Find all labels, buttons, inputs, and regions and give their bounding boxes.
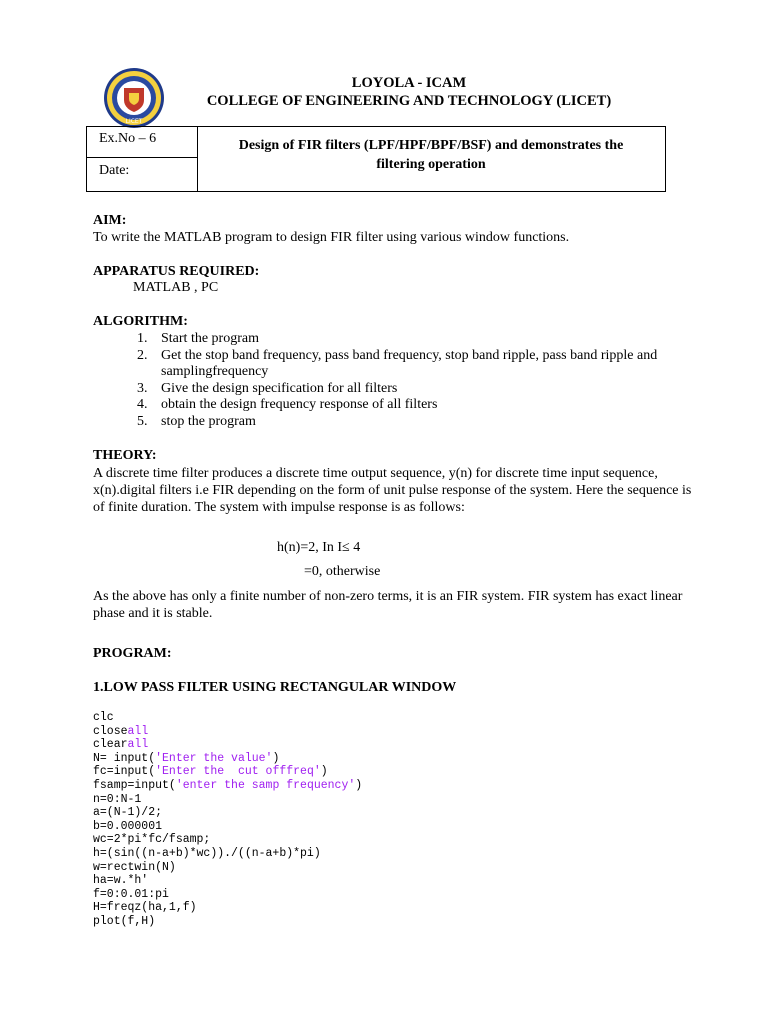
code-line: b=0.000001 <box>93 819 163 833</box>
aim-text: To write the MATLAB program to design FIR filter using various window functions. <box>93 230 570 245</box>
algorithm-step: 4. obtain the design frequency response of all filters <box>137 397 438 412</box>
experiment-number: Ex.No – 6 <box>99 131 157 146</box>
code-line: h=(sin((n-a+b)*wc))./((n-a+b)*pi) <box>93 846 321 860</box>
experiment-title <box>198 136 664 174</box>
theory-text2: As the above has only a finite number of non-zero terms, it is an FIR system. FIR system has exact linear phase and it is stable. <box>93 589 683 621</box>
code-line: clc <box>93 711 114 724</box>
algorithm-steps <box>137 331 701 430</box>
apparatus-text: MATLAB , PC <box>133 280 219 295</box>
code-line: closeall <box>93 724 149 738</box>
code-line: fc=input('Enter the cut offfreq') <box>93 765 328 779</box>
code-line: plot(f,H) <box>93 914 156 928</box>
code-line: clearall <box>93 738 149 752</box>
institution-name: LOYOLA - ICAM <box>351 75 467 91</box>
code-line: a=(N-1)/2; <box>93 806 163 820</box>
experiment-title-line2: filtering operation <box>376 157 486 172</box>
logo-text: LICET <box>125 118 143 125</box>
college-name: COLLEGE OF ENGINEERING AND TECHNOLOGY (LICET) <box>206 93 612 109</box>
aim-heading: AIM: <box>93 213 127 228</box>
algorithm-heading: ALGORITHM: <box>93 314 188 329</box>
code-line: n=0:N-1 <box>93 792 142 806</box>
algorithm-step: 3. Give the design specification for all filters <box>137 380 398 396</box>
code-line: w=rectwin(N) <box>93 860 176 874</box>
theory-text: A discrete time filter produces a discrete time output sequence, y(n) for discrete time input sequence, x(n).digital filters i.e FIR depending on the form of unit pulse response of the system. Here the sequence is of finite duration. The system with impulse response is as follows: <box>93 466 692 515</box>
algorithm-step: 2. Get the stop band frequency, pass band frequency, stop band ripple, pass band ripple and samplingfrequency <box>137 347 658 379</box>
code-line: wc=2*pi*fc/fsamp; <box>93 833 211 847</box>
code-line: f=0:0.01:pi <box>93 887 169 901</box>
apparatus-heading: APPARATUS REQUIRED: <box>93 264 260 279</box>
algorithm-step: 5. stop the program <box>137 413 256 429</box>
code-line: N= input('Enter the value') <box>93 751 280 765</box>
matlab-code-block <box>93 711 362 929</box>
theory-heading: THEORY: <box>93 448 157 463</box>
equation-line1: h(n)=2, In I≤ 4 <box>277 540 361 555</box>
experiment-title-line1: Design of FIR filters (LPF/HPF/BPF/BSF) and demonstrates the <box>238 138 624 153</box>
program-heading: PROGRAM: <box>93 646 172 661</box>
algorithm-step: 1. Start the program <box>137 331 259 346</box>
code-line: fsamp=input('enter the samp frequency') <box>93 778 363 792</box>
equation-line2: =0, otherwise <box>304 564 381 579</box>
code-line: ha=w.*h' <box>93 874 149 888</box>
code-line: H=freqz(ha,1,f) <box>93 901 197 915</box>
date-field: Date: <box>99 163 130 178</box>
program-subheading: 1.LOW PASS FILTER USING RECTANGULAR WINDOW <box>93 680 457 695</box>
